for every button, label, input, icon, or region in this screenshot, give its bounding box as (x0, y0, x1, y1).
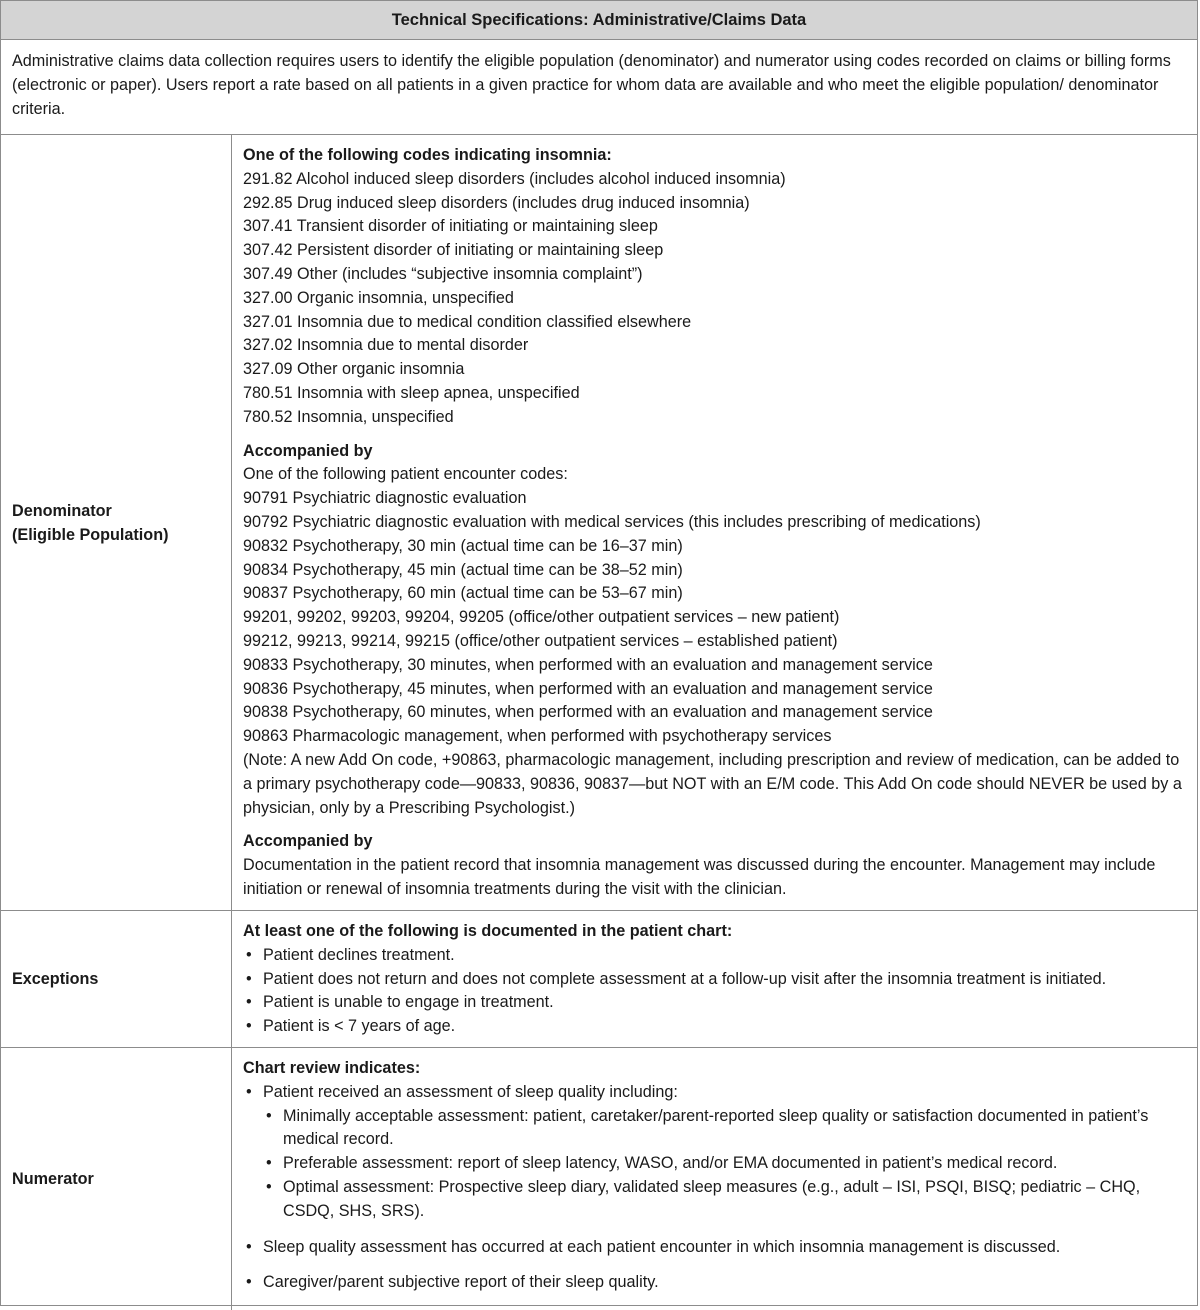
encounter-code-item: 90834 Psychotherapy, 45 min (actual time can be 38–52 min) (243, 560, 683, 579)
assessment-level-item: • Preferable assessment: report of sleep latency, WASO, and/or EMA documented in patient’s medical record. (263, 1152, 1186, 1176)
encounter-code-item: 90792 Psychiatric diagnostic evaluation with medical services (this includes prescribing of medications) (243, 512, 981, 531)
encounter-code-item: 99212, 99213, 99214, 99215 (office/other outpatient services – established patient) (243, 631, 838, 650)
denominator-label (1, 135, 232, 910)
insomnia-code-item: 327.09 Other organic insomnia (243, 360, 465, 379)
documentation-requirement: Documentation in the patient record that insomnia management was discussed during the encounter. Management may include initiation or renewal of insomnia treatments during the visit with the clinician. (243, 856, 1156, 898)
insomnia-code-item: 780.51 Insomnia with sleep apnea, unspecified (243, 383, 580, 402)
exception-item: • Patient is unable to engage in treatment. (243, 991, 1186, 1015)
numerator-label: Numerator (1, 1048, 232, 1310)
accompanied-by-heading: Accompanied by (243, 441, 373, 460)
numerator-item: • Sleep quality assessment has occurred at each patient encounter in which insomnia management is discussed. (243, 1236, 1186, 1260)
intro-paragraph: Administrative claims data collection requires users to identify the eligible population (denominator) and numerator using codes recorded on claims or billing forms (electronic or paper). Users report a rate based on all patients in a given practice for whom data are available and who meet the eligible population/ denominator criteria. (1, 40, 1197, 135)
insomnia-code-item: 307.42 Persistent disorder of initiating or maintaining sleep (243, 241, 664, 260)
insomnia-code-item: 307.41 Transient disorder of initiating or maintaining sleep (243, 217, 658, 236)
numerator-list (243, 1081, 1186, 1295)
insomnia-code-item: 327.01 Insomnia due to medical condition classified elsewhere (243, 312, 692, 331)
exceptions-list (243, 944, 1186, 1039)
numerator-body (232, 1048, 1197, 1310)
table-title: Technical Specifications: Administrative/Claims Data (1, 1, 1197, 40)
denominator-label-line1: Denominator (12, 501, 112, 520)
numerator-heading: Chart review indicates: (243, 1059, 421, 1077)
encounter-code-item: 90832 Psychotherapy, 30 min (actual time can be 16–37 min) (243, 536, 683, 555)
encounter-code-item: 90836 Psychotherapy, 45 minutes, when performed with an evaluation and management service (243, 679, 933, 698)
insomnia-code-item: 780.52 Insomnia, unspecified (243, 407, 454, 426)
exception-item: • Patient does not return and does not complete assessment at a follow-up visit after the insomnia treatment is initiated. (243, 968, 1186, 992)
encounter-code-item: 90791 Psychiatric diagnostic evaluation (243, 489, 527, 508)
assessment-levels-list (263, 1105, 1186, 1224)
numerator-row (1, 1048, 1197, 1310)
denominator-label-line2: (Eligible Population) (12, 525, 169, 544)
insomnia-code-item: 292.85 Drug induced sleep disorders (includes drug induced insomnia) (243, 193, 750, 212)
encounter-code-item: 90837 Psychotherapy, 60 min (actual time can be 53–67 min) (243, 584, 683, 603)
encounter-code-item: 99201, 99202, 99203, 99204, 99205 (office/other outpatient services – new patient) (243, 608, 840, 627)
encounter-code-item: 90838 Psychotherapy, 60 minutes, when performed with an evaluation and management service (243, 703, 933, 722)
insomnia-code-item: 327.00 Organic insomnia, unspecified (243, 288, 514, 307)
insomnia-code-list (243, 168, 1186, 430)
denominator-body (232, 135, 1197, 910)
numerator-item: • Caregiver/parent subjective report of their sleep quality. (243, 1271, 1186, 1295)
exceptions-label: Exceptions (1, 911, 232, 1047)
denominator-row (1, 135, 1197, 911)
assessment-level-item: • Optimal assessment: Prospective sleep diary, validated sleep measures (e.g., adult – ISI, PSQI, BISQ; pediatric – CHQ, CSDQ, SHS, SRS). (263, 1176, 1186, 1224)
exceptions-row (1, 911, 1197, 1048)
exception-item: • Patient is < 7 years of age. (243, 1015, 1186, 1039)
numerator-item (243, 1081, 1186, 1224)
encounter-codes-heading: One of the following patient encounter codes: (243, 465, 568, 484)
insomnia-code-item: 307.49 Other (includes “subjective insomnia complaint”) (243, 264, 643, 283)
encounter-code-item: 90863 Pharmacologic management, when performed with psychotherapy services (243, 727, 832, 746)
exceptions-body (232, 911, 1197, 1047)
accompanied-by-heading: Accompanied by (243, 832, 373, 851)
insomnia-code-item: 327.02 Insomnia due to mental disorder (243, 336, 529, 355)
add-on-code-note: (Note: A new Add On code, +90863, pharmacologic management, including prescription and review of medication, can be added to a primary psychotherapy code—90833, 90836, 90837—but NOT with an E/M code. This Add On code should NEVER be used by a physician, only by a Prescribing Psychologist.) (243, 750, 1182, 817)
exceptions-heading: At least one of the following is documented in the patient chart: (243, 922, 733, 940)
encounter-code-list (243, 487, 1186, 749)
insomnia-code-item: 291.82 Alcohol induced sleep disorders (includes alcohol induced insomnia) (243, 169, 786, 188)
encounter-code-item: 90833 Psychotherapy, 30 minutes, when performed with an evaluation and management service (243, 655, 933, 674)
numerator-item-text: Patient received an assessment of sleep quality including: (263, 1082, 678, 1101)
assessment-level-item: • Minimally acceptable assessment: patient, caretaker/parent-reported sleep quality or satisfaction documented in patient’s medical record. (263, 1105, 1186, 1153)
exception-item: • Patient declines treatment. (243, 944, 1186, 968)
insomnia-codes-heading: One of the following codes indicating insomnia: (243, 146, 612, 164)
